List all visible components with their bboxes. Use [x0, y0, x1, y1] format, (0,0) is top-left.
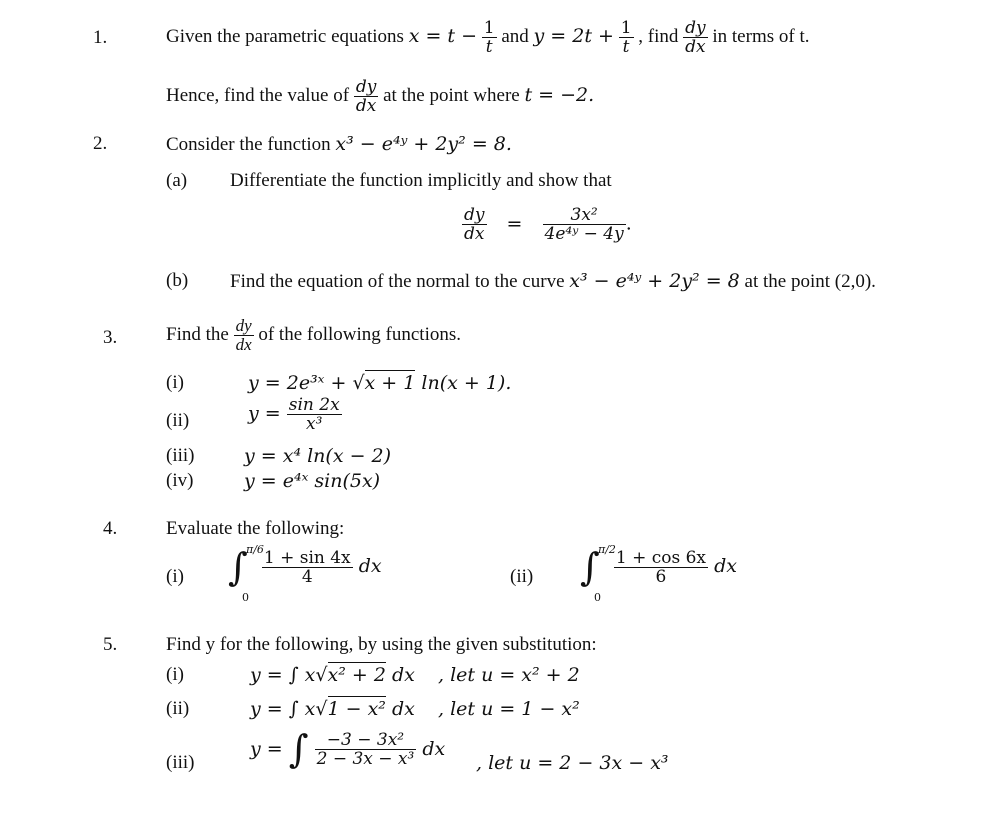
q2b-tail: at the point (2,0). [744, 271, 876, 292]
q1-x-expr: x = t − [408, 24, 477, 47]
q1-hence-tail: at the point where [383, 84, 520, 106]
q5-iii-label: (iii) [166, 752, 195, 773]
q2a-text: Differentiate the function implicitly and show that [230, 170, 612, 191]
q1-find: , find [638, 25, 679, 47]
integral-icon: ∫ [288, 727, 309, 771]
q4-text: Evaluate the following: [166, 518, 345, 539]
integral-icon: ∫ [228, 545, 248, 589]
q5-iii-fraction: $\frac{\text{−3 − 3x²}}{\text{2 − 3x − x³}}$ [316, 729, 415, 769]
q2a-period: . [625, 212, 632, 235]
q3-derivative: $\frac{dy}{dx}$ [235, 316, 252, 354]
q5-i-label: (i) [166, 664, 184, 685]
q4-number: 4. [103, 518, 118, 539]
q3-i-expr: y = 2e³ˣ + √x + 1 ln(x + 1). [248, 372, 512, 394]
q5-ii-sub: , let u = 1 − x² [438, 698, 580, 720]
q1-number: 1. [93, 27, 108, 48]
q1-intro: Given the parametric equations [166, 25, 404, 47]
q4-ii-lower: 0 [594, 591, 601, 604]
q4-i-lower: 0 [242, 591, 249, 604]
q5-ii-label: (ii) [166, 698, 190, 719]
q5-i-sub: , let u = x² + 2 [438, 664, 580, 686]
q3-tail: of the following functions. [258, 323, 461, 345]
q2a-label: (a) [166, 170, 188, 191]
q1-hence-cond: t = −2. [524, 83, 595, 106]
q1-tail: in terms of t. [712, 25, 810, 47]
q5-iii-sub: , let u = 2 − 3x − x³ [476, 752, 669, 774]
q3-iii-expr: y = x⁴ ln(x − 2) [244, 445, 392, 467]
q3-ii-label: (ii) [166, 410, 190, 431]
q3-iv-expr: y = e⁴ˣ sin(5x) [244, 470, 381, 492]
q3-number: 3. [103, 327, 118, 348]
q1-hence: Hence, find the value of [166, 84, 350, 106]
sqrt-icon: √ [315, 664, 328, 686]
q4-i-fraction: $\frac{1 + \sin 4x}{4}$ [263, 547, 351, 587]
q1-hence-derivative: $\frac{dy}{dx}$ [355, 77, 377, 116]
q3-i-label: (i) [166, 372, 184, 393]
q1-x-fraction: $\frac{1}{t}$ [483, 18, 495, 57]
q2a-equals: = [506, 212, 523, 235]
q4-ii-label: (ii) [510, 566, 534, 587]
q1-line1 [166, 19, 809, 56]
q2a-rhs-fraction: $\frac{\text{3x²}}{\text{4e⁴ʸ − 4y}}$ [544, 205, 624, 244]
q5-iii-expr: y = ∫ $\frac{\text{−3 − 3x²}}{\text{2 − 3x − x³}}$ dx [250, 727, 446, 771]
q4-i-label: (i) [166, 566, 184, 587]
sqrt-icon: √ [315, 698, 328, 720]
q5-i-expr: y = ∫ x√x² + 2 dx [250, 664, 415, 686]
q4-ii-dx: dx [714, 555, 737, 577]
q2-number: 2. [93, 133, 108, 154]
q2-text: Consider the function [166, 134, 331, 155]
q2b-label: (b) [166, 270, 189, 291]
q4-i-upper: π/6 [246, 543, 264, 556]
q4-ii-upper: π/2 [598, 543, 616, 556]
q2b-text: Find the equation of the normal to the curve [230, 271, 565, 292]
q1-y-fraction: $\frac{1}{t}$ [620, 18, 632, 57]
sqrt-icon: √ [352, 372, 365, 394]
q3-ii-fraction: $\frac{\sin 2x}{\text{x³}}$ [288, 395, 340, 434]
q1-line2 [166, 78, 594, 115]
q4-ii-integral [580, 543, 750, 608]
q2a-derivative: $\frac{dy}{dx}$ [464, 205, 485, 244]
q5-text: Find y for the following, by using the given substitution: [166, 634, 597, 655]
q5-ii-expr: y = ∫ x√1 − x² dx [250, 698, 415, 720]
q3-iii-label: (iii) [166, 445, 195, 466]
q2a-equation [462, 206, 632, 243]
q4-i-dx: dx [358, 555, 382, 577]
q2-line [166, 133, 512, 156]
q3-iv-label: (iv) [166, 470, 194, 491]
q2b-line [230, 270, 876, 293]
q4-i-integral [228, 543, 398, 608]
integral-icon: ∫ [580, 545, 600, 589]
q1-y-expr: y = 2t + [533, 24, 614, 47]
q4-ii-fraction: $\frac{1 + \cos 6x}{6}$ [615, 547, 707, 587]
q3-ii-expr: y = $\frac{\sin 2x}{\text{x³}}$ [248, 395, 340, 434]
q2-expr: x³ − e⁴ʸ + 2y² = 8. [335, 133, 512, 155]
q5-number: 5. [103, 634, 118, 655]
q2b-expr: x³ − e⁴ʸ + 2y² = 8 [569, 270, 740, 292]
q1-and: and [501, 25, 529, 47]
q3-find-the: Find the [166, 323, 229, 345]
q3-line [166, 317, 461, 354]
q1-derivative: $\frac{dy}{dx}$ [685, 18, 706, 57]
